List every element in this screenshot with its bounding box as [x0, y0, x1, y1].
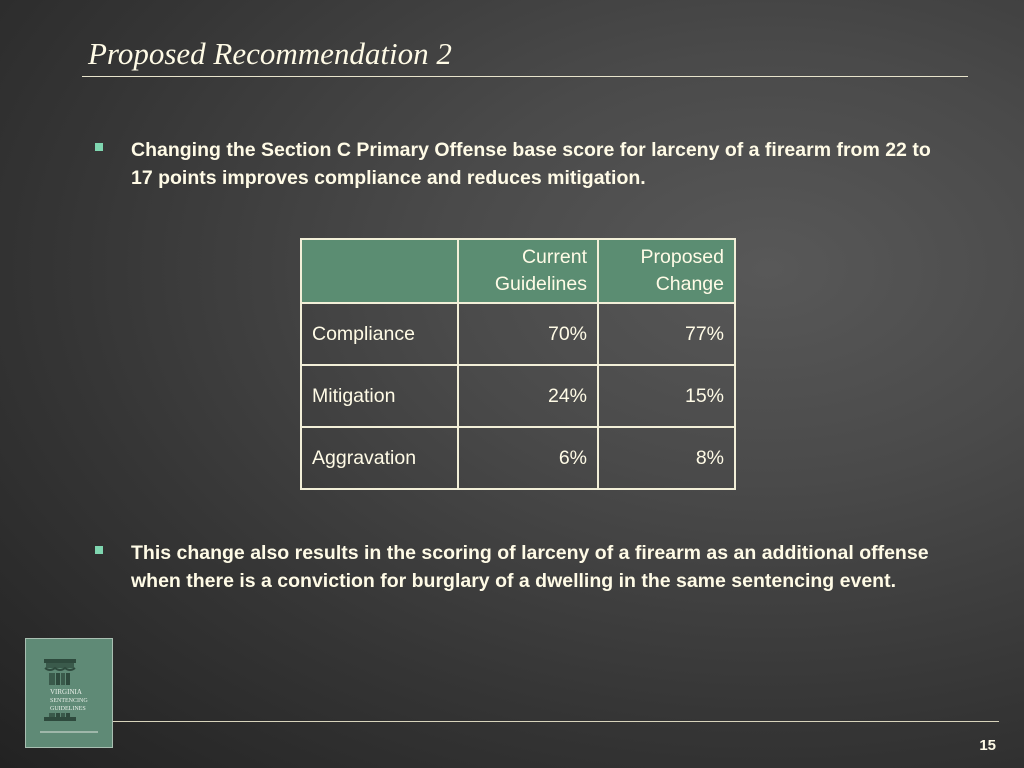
current-value: 24%: [458, 365, 598, 427]
table-row: [301, 427, 735, 489]
bullet-item: [95, 540, 935, 595]
svg-text:VIRGINIA: VIRGINIA: [50, 688, 82, 696]
table-header-row: [301, 239, 735, 303]
bullet-text: This change also results in the scoring of larceny of a firearm as an additional offense when there is a conviction for burglary of a dwelling in the same sentencing event.: [131, 542, 929, 592]
virginia-sentencing-guidelines-logo: [25, 638, 113, 748]
bullet-item: [95, 137, 935, 192]
table-row: [301, 365, 735, 427]
square-bullet-icon: [95, 143, 103, 151]
square-bullet-icon: [95, 546, 103, 554]
proposed-value: 8%: [598, 427, 735, 489]
title-divider: [82, 76, 968, 77]
comparison-table: [300, 238, 736, 490]
proposed-value: 15%: [598, 365, 735, 427]
row-label: Compliance: [301, 303, 458, 365]
row-label: Aggravation: [301, 427, 458, 489]
current-value: 6%: [458, 427, 598, 489]
table-header-current: Current Guidelines: [458, 239, 598, 303]
page-number: 15: [979, 737, 996, 754]
table-row: [301, 303, 735, 365]
svg-text:GUIDELINES: GUIDELINES: [50, 706, 86, 712]
footer-divider: [113, 721, 999, 722]
table-header-proposed: Proposed Change: [598, 239, 735, 303]
row-label: Mitigation: [301, 365, 458, 427]
slide-title: Proposed Recommendation 2: [88, 36, 452, 71]
proposed-value: 77%: [598, 303, 735, 365]
current-value: 70%: [458, 303, 598, 365]
table-header-empty: [301, 239, 458, 303]
svg-text:SENTENCING: SENTENCING: [50, 698, 88, 704]
bullet-text: Changing the Section C Primary Offense base score for larceny of a firearm from 22 to 17 points improves compliance and reduces mitigation.: [131, 139, 931, 189]
